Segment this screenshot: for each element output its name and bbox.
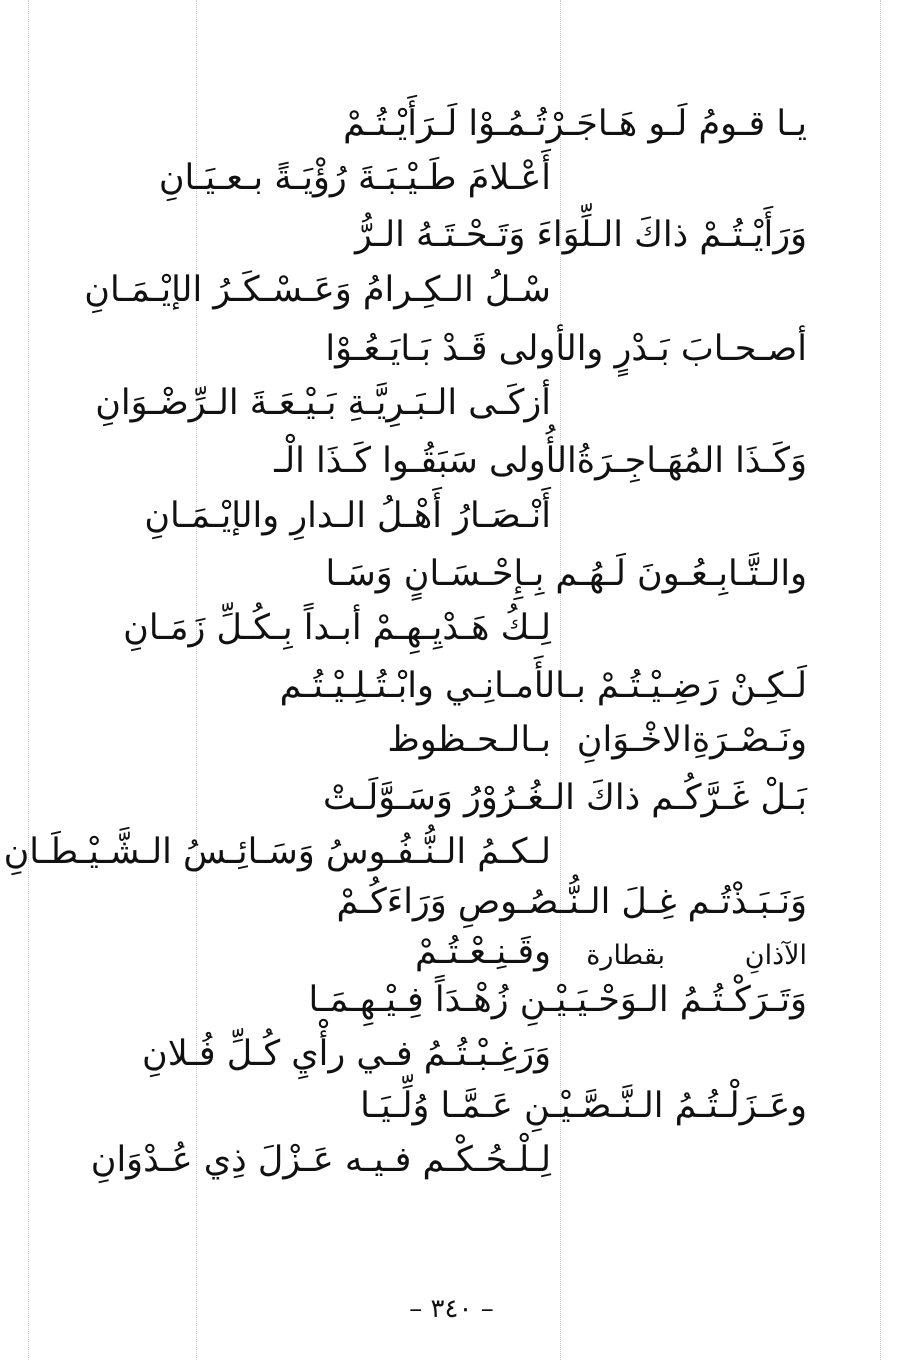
verse-first-hemistich: أصـحـابَ بَـدْرٍ والأولى قَـدْ بَـايَـعُـوْا (325, 329, 807, 369)
verse-first-hemistich: لَـكِـنْ رَضِـيْـتُـمْ بـالأَمـانِـي وابْـتُـلِـيْـتُـم (279, 666, 807, 706)
margin-dotted-rule (28, 0, 29, 1360)
verse-second-hemistich: وَرَغِـبْـتُـمُ فـي رأْيِ كُـلِّ فُـلانِ (142, 1034, 551, 1074)
verse-second-hemistich-start: وقَـنِـعْـتُـمْ (415, 932, 551, 972)
verse-second-hemistich: سْـلُ الـكِـرامُ وَعَـسْـكَـرُ الإيْـمَـانِ (84, 270, 551, 310)
verse-first-hemistich: وَرَأَيْـتُـمْ ذاكَ الـلِّوَاءَ وَتَـحْـتَـهُ الـرُّ (354, 215, 807, 255)
verse-second-hemistich-end: الآذانِ (744, 940, 807, 971)
verse-second-hemistich-middle: بقطارة (586, 940, 665, 971)
verse-second-hemistich-start: بـالـحـظوظ (387, 720, 551, 760)
verse-first-hemistich: وَكَـذَا المُهَـاجِـرَةُالأُولى سَبَقُـوا كَـذَا الْـ (274, 441, 807, 481)
verse-second-hemistich: لِـكُ هَـدْيِـهِـمْ أبـداً بِـكُـلِّ زَمَـانِ (123, 608, 551, 648)
verse-second-hemistich: لـكـمُ الـنُّـفُـوسُ وَسَـائِـسُ الـشَّـيْـطَـانِ (3, 832, 551, 872)
verse-second-hemistich: أزكَـى الـبَـرِيَّـةِ بَـيْـعَـةَ الـرِّضْـوَانِ (95, 383, 551, 423)
margin-dotted-rule (880, 0, 881, 1360)
verse-first-hemistich: والـتَّـابِـعُـونَ لَـهُـم بِـإِحْـسَـانٍ وَسَـا (325, 554, 807, 594)
verse-first-hemistich: وَنَـبَـذْتُـم غِـلَ الـنُّـصُـوصِ وَرَاءَكُـمْ (336, 882, 807, 922)
verse-second-hemistich-end: ونَـصْـرَةِالاخْـوَانِ (576, 720, 807, 760)
verse-first-hemistich: بَـلْ غَـرَّكُـم ذاكَ الـغُـرُوْرُ وَسَـوَّلَـتْ (323, 778, 807, 818)
verse-first-hemistich: وَتَـرَكْـتُـمُ الـوَحْـيَـيْـنِ زُهْـدَاً فِـيْـهِـمَـا (308, 980, 807, 1020)
verse-first-hemistich: يـا قـومُ لَـو هَـاجَـرْتُـمُـوْا لَـرَأَيْـتُـمْ (343, 104, 807, 144)
page-number: – ٣٤٠ – (409, 1294, 494, 1324)
verse-second-hemistich: أَعْـلامَ طَـيْـبَـةَ رُؤْيَـةً بـعـيَـانِ (158, 158, 551, 198)
verse-second-hemistich: لِـلْـحُـكْـم فـيـه عَـزْلَ ذِي عُـدْوَانِ (90, 1140, 551, 1180)
verse-second-hemistich: أَنْـصَـارُ أَهْـلُ الـدارِ والإيْـمَـانِ (144, 496, 551, 536)
verse-first-hemistich: وعَـزَلْـتُـمُ الـنَّـصَّـيْـنِ عَـمَّـا وُلِّـيَـا (360, 1086, 807, 1126)
